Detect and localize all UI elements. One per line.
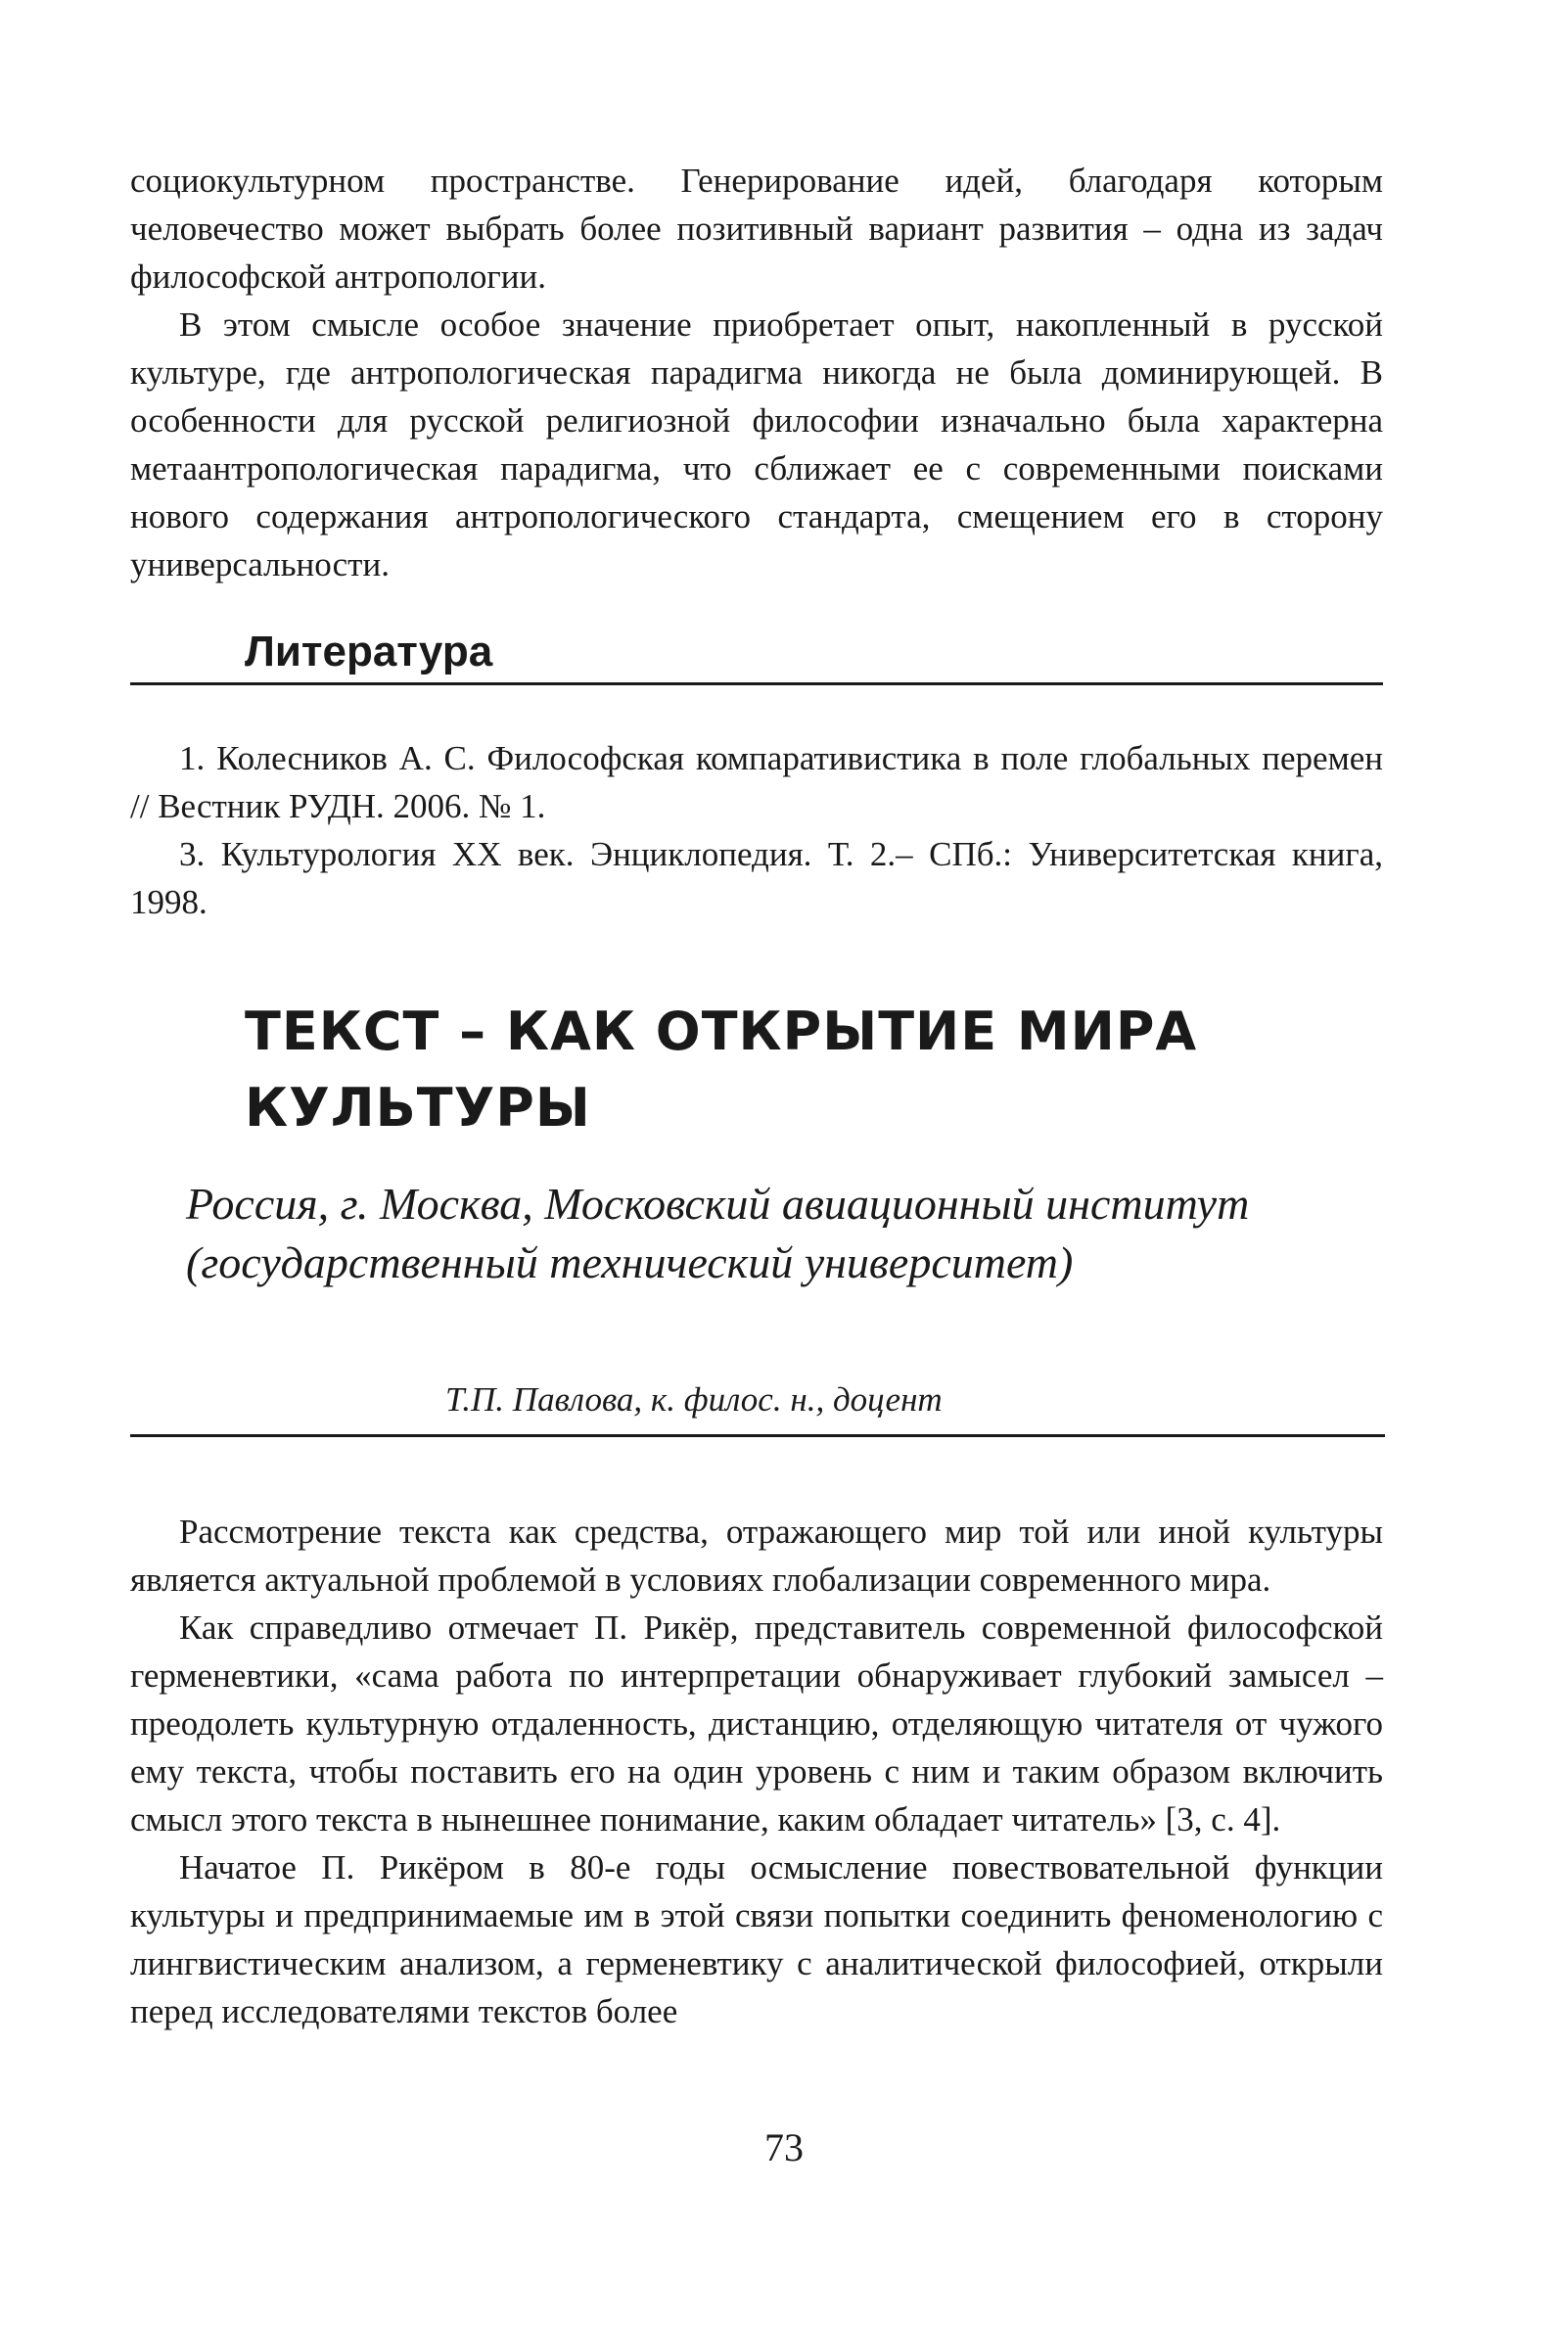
reference-list: [130, 734, 1383, 926]
intro-paragraph-1: социокультурном пространстве. Генерирование идей, благодаря которым человечество может выбрать более позитивный вариант развития – одна из задач философской антропологии.: [130, 162, 1383, 296]
intro-text: [130, 157, 1383, 588]
reference-item-1: 1. Колесников А. С. Философская компаративистика в поле глобальных перемен // Вестник РУДН. 2006. № 1.: [130, 739, 1383, 825]
page-number: 73: [764, 2125, 804, 2169]
article-body: [130, 1508, 1383, 2035]
literature-divider: [130, 682, 1383, 685]
intro-paragraph-2: В этом смысле особое значение приобретает опыт, накопленный в русской культуре, где антропологическая парадигма никогда не была доминирующей. В особенности для русской религиозной философии изначально была характерна метаантропологическая парадигма, что сближает ее с современными поисками нового содержания антропологического стандарта, смещением его в сторону универсальности.: [130, 305, 1383, 583]
article-author: Т.П. Павлова, к. филос. н., доцент: [445, 1380, 943, 1419]
body-paragraph-1: Рассмотрение текста как средства, отражающего мир той или иной культуры является актуальной проблемой в условиях глобализации современного мира.: [130, 1513, 1383, 1599]
body-paragraph-2: Как справедливо отмечает П. Рикёр, представитель современной философской герменевтики, «сама работа по интерпретации обнаруживает глубокий замысел – преодолеть культурную отдаленность, дистанцию, отделяющую читателя от чужого ему текста, чтобы поставить его на один уровень с ним и таким образом включить смысл этого текста в нынешнее понимание, каким обладает читатель» [3, с. 4].: [130, 1608, 1383, 1839]
body-paragraph-3: Начатое П. Рикёром в 80-е годы осмысление повествовательной функции культуры и предпринимаемые им в этой связи попытки соединить феноменологию с лингвистическим анализом, а герменевтику с аналитической философией, открыли перед исследователями текстов более: [130, 1848, 1383, 2030]
article-title: ТЕКСТ – КАК ОТКРЫТИЕ МИРА КУЛЬТУРЫ: [245, 1001, 1198, 1139]
reference-item-2: 3. Культурология XX век. Энциклопедия. Т. 2.– СПб.: Университетская книга, 1998.: [130, 835, 1383, 921]
author-divider: [130, 1434, 1385, 1437]
literature-heading: Литература: [245, 628, 493, 675]
article-affiliation: Россия, г. Москва, Московский авиационный институт (государственный технический университет): [186, 1179, 1250, 1287]
